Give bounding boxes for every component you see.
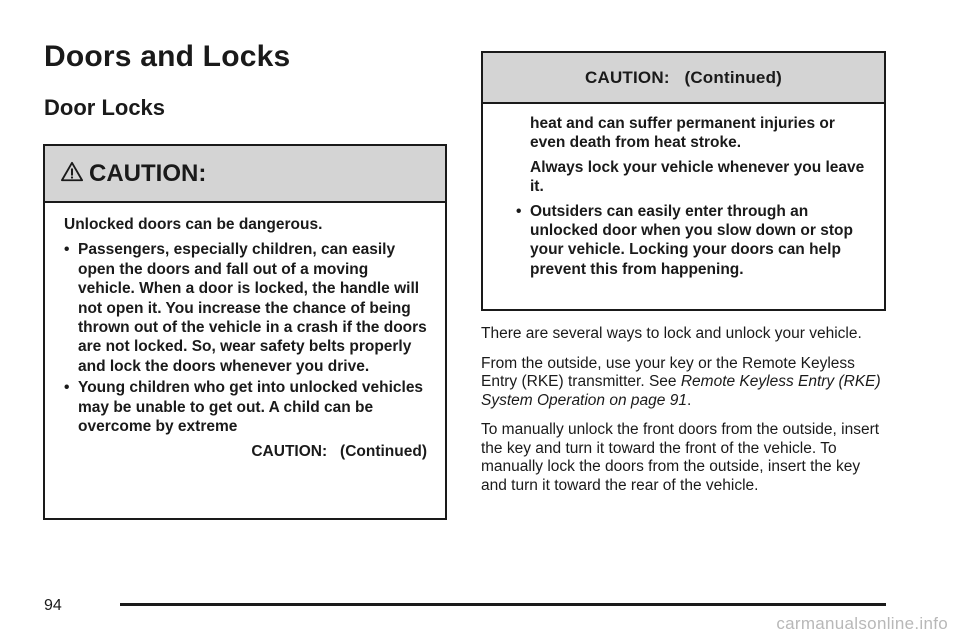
watermark: carmanualsonline.info [776,614,948,633]
caution-continued-box [481,51,886,311]
cross-reference-link[interactable]: Remote Keyless Entry (RKE) System Operation on page 91 [481,373,881,409]
continued-label: CAUTION: (Continued) [251,443,427,461]
caution-continued-label: CAUTION: (Continued) [584,67,783,87]
paragraph-text: From the outside, use your key or the Remote Keyless Entry (RKE) transmitter. See [481,354,855,390]
caution-body [483,104,884,279]
bullet-text: Passengers, especially children, can easily open the doors and fall out of a moving vehicle. When a door is locked, the handle will not open it. You increase the chance of being thrown out of the vehicle in a crash if the doors are not locked. So, wear safety belts properly and lock the doors whenever you drive. [78,241,427,375]
list-item [516,202,868,280]
page-title: Doors and Locks [44,40,291,73]
page-number: 94 [44,597,62,614]
paragraph-text: . [686,391,692,409]
caution-box [43,144,447,520]
paragraph: To manually unlock the front doors from the outside, insert the key and turn it toward the front of the vehicle. To manually lock the doors from the outside, insert the key and turn it toward the rear of the vehicle. [481,421,880,494]
caution-bullet-list [64,240,427,436]
caution-header [483,53,884,104]
warning-icon [61,161,83,183]
bullet-text: Outsiders can easily enter through an unlocked door when you slow down or stop your vehicle. Locking your doors can help prevent this from happening. [530,202,853,278]
caution-bullet-list [516,202,868,280]
paragraph: There are several ways to lock and unlock your vehicle. [481,325,862,342]
caution-text: Always lock your vehicle whenever you leave it. [530,158,865,196]
caution-intro: Unlocked doors can be dangerous. [64,216,323,233]
footer-rule [120,603,886,606]
bullet-text: Young children who get into unlocked vehicles may be unable to get out. A child can be overcome by extreme [78,379,424,436]
caution-label: CAUTION: [89,159,207,187]
body-text [481,325,886,506]
paragraph [481,355,886,411]
section-title: Door Locks [44,95,166,120]
bullet-marker: • [64,241,70,259]
caution-body [45,203,445,462]
caution-text: heat and can suffer permanent injuries or even death from heat stroke. [530,115,835,152]
bullet-marker: • [516,202,522,220]
bullet-marker: • [64,379,70,397]
list-item [64,240,427,376]
caution-header [45,146,445,203]
list-item [64,378,427,436]
